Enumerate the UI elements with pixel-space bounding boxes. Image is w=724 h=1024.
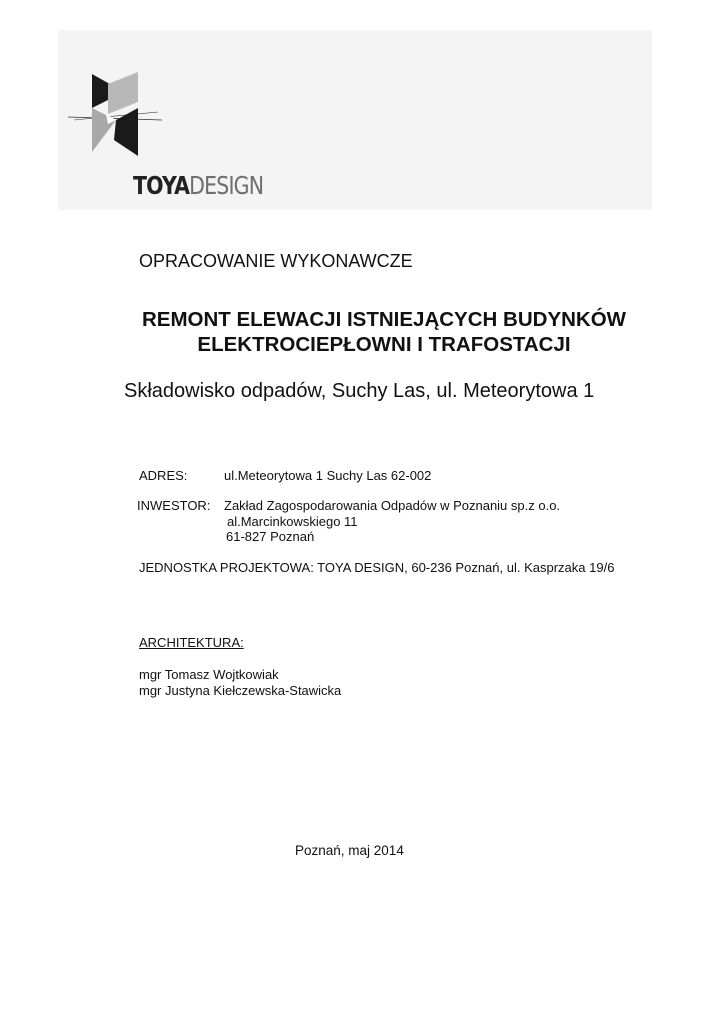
toya-design-cube-logo-icon	[64, 68, 166, 160]
project-title-line-1: REMONT ELEWACJI ISTNIEJĄCYCH BUDYNKÓW	[141, 308, 627, 331]
brand-wordmark-design: DESIGN	[189, 171, 264, 200]
architect-name: mgr Justyna Kiełczewska-Stawicka	[139, 683, 342, 698]
design-unit: JEDNOSTKA PROJEKTOWA: TOYA DESIGN, 60-236 Poznań, ul. Kasprzaka 19/6	[139, 560, 615, 575]
document-type: OPRACOWANIE WYKONAWCZE	[139, 251, 413, 271]
address-value: ul.Meteorytowa 1 Suchy Las 62-002	[224, 468, 432, 483]
investor-street: al.Marcinkowskiego 11	[227, 514, 358, 529]
address-label: ADRES:	[139, 468, 188, 483]
brand-wordmark	[133, 173, 263, 198]
investor-label: INWESTOR:	[137, 498, 211, 513]
investor-name: Zakład Zagospodarowania Odpadów w Poznaniu sp.z o.o.	[224, 498, 561, 513]
brand-wordmark-toya: TOYA	[133, 171, 190, 200]
project-title-line-2: ELEKTROCIEPŁOWNI I TRAFOSTACJI	[197, 333, 571, 356]
project-location: Składowisko odpadów, Suchy Las, ul. Meteorytowa 1	[124, 380, 595, 402]
architecture-heading: ARCHITEKTURA:	[139, 635, 244, 650]
investor-city: 61-827 Poznań	[226, 529, 315, 544]
architect-name: mgr Tomasz Wojtkowiak	[139, 667, 279, 682]
place-and-date: Poznań, maj 2014	[295, 843, 404, 858]
